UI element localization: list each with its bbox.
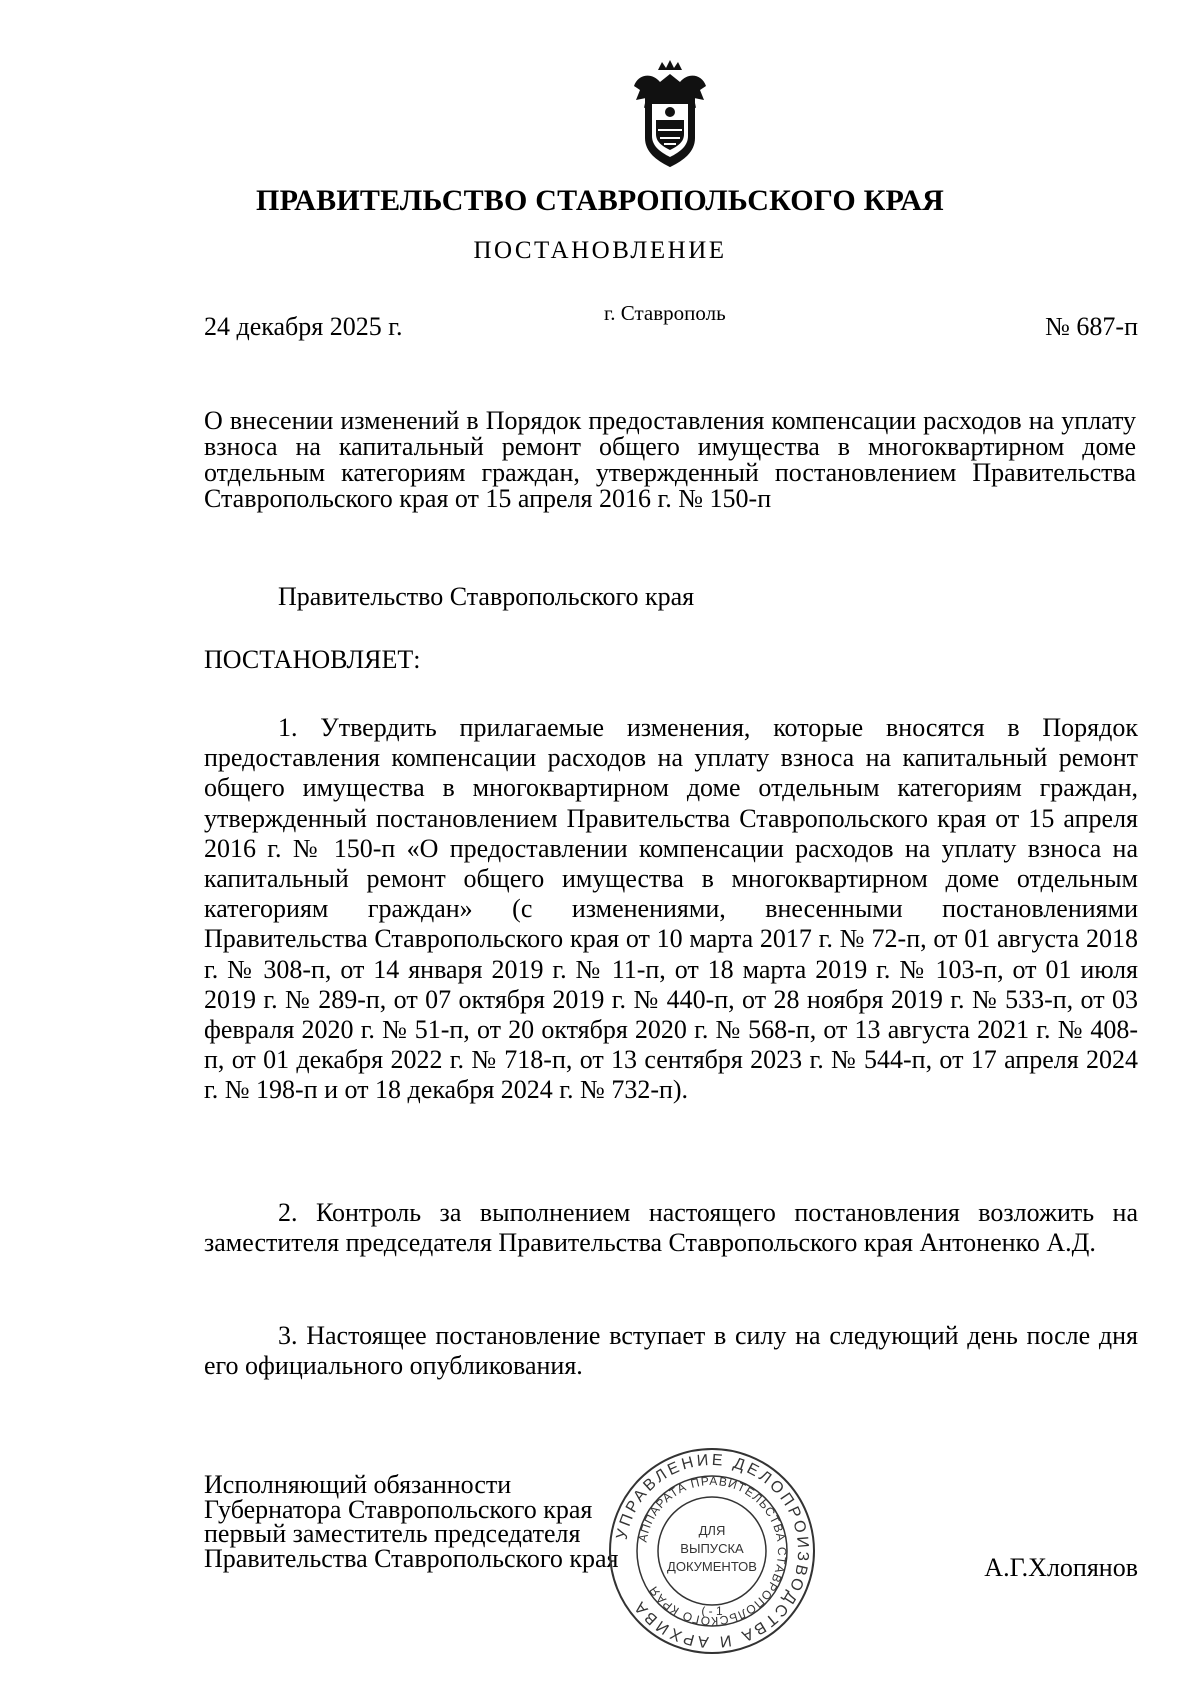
paragraph-1: 1. Утвердить прилагаемые изменения, которые вносятся в Порядок предоставления компенсации расходов на уплату взноса на капитальный ремонт общего имущества в многоквартирном доме отдельным категориям граждан, утвержденный постановлением Правительства Ставропольского края от 15 апреля 2016 г. № 150-п «О предоставлении компенсации расходов на уплату взноса на капитальный ремонт общего имущества в многоквартирном доме отдельным категориям граждан» (с изменениями, внесенными постановлениями Правительства Ставропольского края от 10 марта 2017 г. № 72-п, от 01 августа 2018 г. № 308-п, от 14 января 2019 г. № 11-п, от 18 марта 2019 г. № 103-п, от 01 июля 2019 г. № 289-п, от 07 октября 2019 г. № 440-п, от 28 ноября 2019 г. № 533-п, от 03 февраля 2020 г. № 51-п, от 20 октября 2020 г. № 568-п, от 13 августа 2021 г. № 408-п, от 01 декабря 2022 г. № 718-п, от 13 сентября 2023 г. № 544-п, от 17 апреля 2024 г. № 198-п и от 18 декабря 2024 г. № 732-п). (204, 713, 1138, 1105)
official-stamp (606, 1445, 818, 1657)
document-date: 24 декабря 2025 г. (204, 312, 403, 341)
organization-title: ПРАВИТЕЛЬСТВО СТАВРОПОЛЬСКОГО КРАЯ (256, 184, 944, 217)
stamp-number: ( - 1 (701, 1604, 723, 1618)
document-subject: О внесении изменений в Порядок предоставления компенсации расходов на уплату взноса на капитальный ремонт общего имущества в многоквартирном доме отдельным категориям граждан, утвержденный постановлением Правительства Ставропольского края от 15 апреля 2016 г. № 150-п (204, 406, 1136, 513)
decree-word: ПОСТАНОВЛЯЕТ: (204, 645, 421, 674)
signatory-name: А.Г.Хлопянов (984, 1553, 1138, 1582)
document-number: № 687-п (1045, 312, 1138, 341)
paragraph-3: 3. Настоящее постановление вступает в силу на следующий день после дня его официального опубликования. (204, 1321, 1138, 1381)
document-type: ПОСТАНОВЛЕНИЕ (473, 237, 727, 264)
stamp-outer-text: УПРАВЛЕНИЕ ДЕЛОПРОИЗВОДСТВА И АРХИВА (613, 1451, 812, 1651)
stamp-center-line: ВЫПУСКА (680, 1541, 744, 1556)
stamp-inner-text: АППАРАТА ПРАВИТЕЛЬСТВА СТАВРОПОЛЬСКОГО КРАЯ (635, 1473, 790, 1629)
paragraph-2: 2. Контроль за выполнением настоящего постановления возложить на заместителя председателя Правительства Ставропольского края Антоненко А.Д. (204, 1198, 1138, 1258)
signatory-position-line: Исполняющий обязанности (204, 1470, 512, 1499)
document-city: г. Ставрополь (604, 301, 726, 325)
signatory-position-line: Правительства Ставропольского края (204, 1543, 619, 1573)
stamp-center-line: ДОКУМЕНТОВ (667, 1559, 757, 1574)
signatory-position-line: первый заместитель председателя (204, 1519, 581, 1548)
coat-of-arms-icon (628, 60, 712, 168)
issuing-body: Правительство Ставропольского края (278, 582, 695, 611)
signatory-position-line: Губернатора Ставропольского края (204, 1494, 593, 1524)
signatory-position (204, 1470, 619, 1573)
stamp-center-line: ДЛЯ (698, 1523, 726, 1538)
